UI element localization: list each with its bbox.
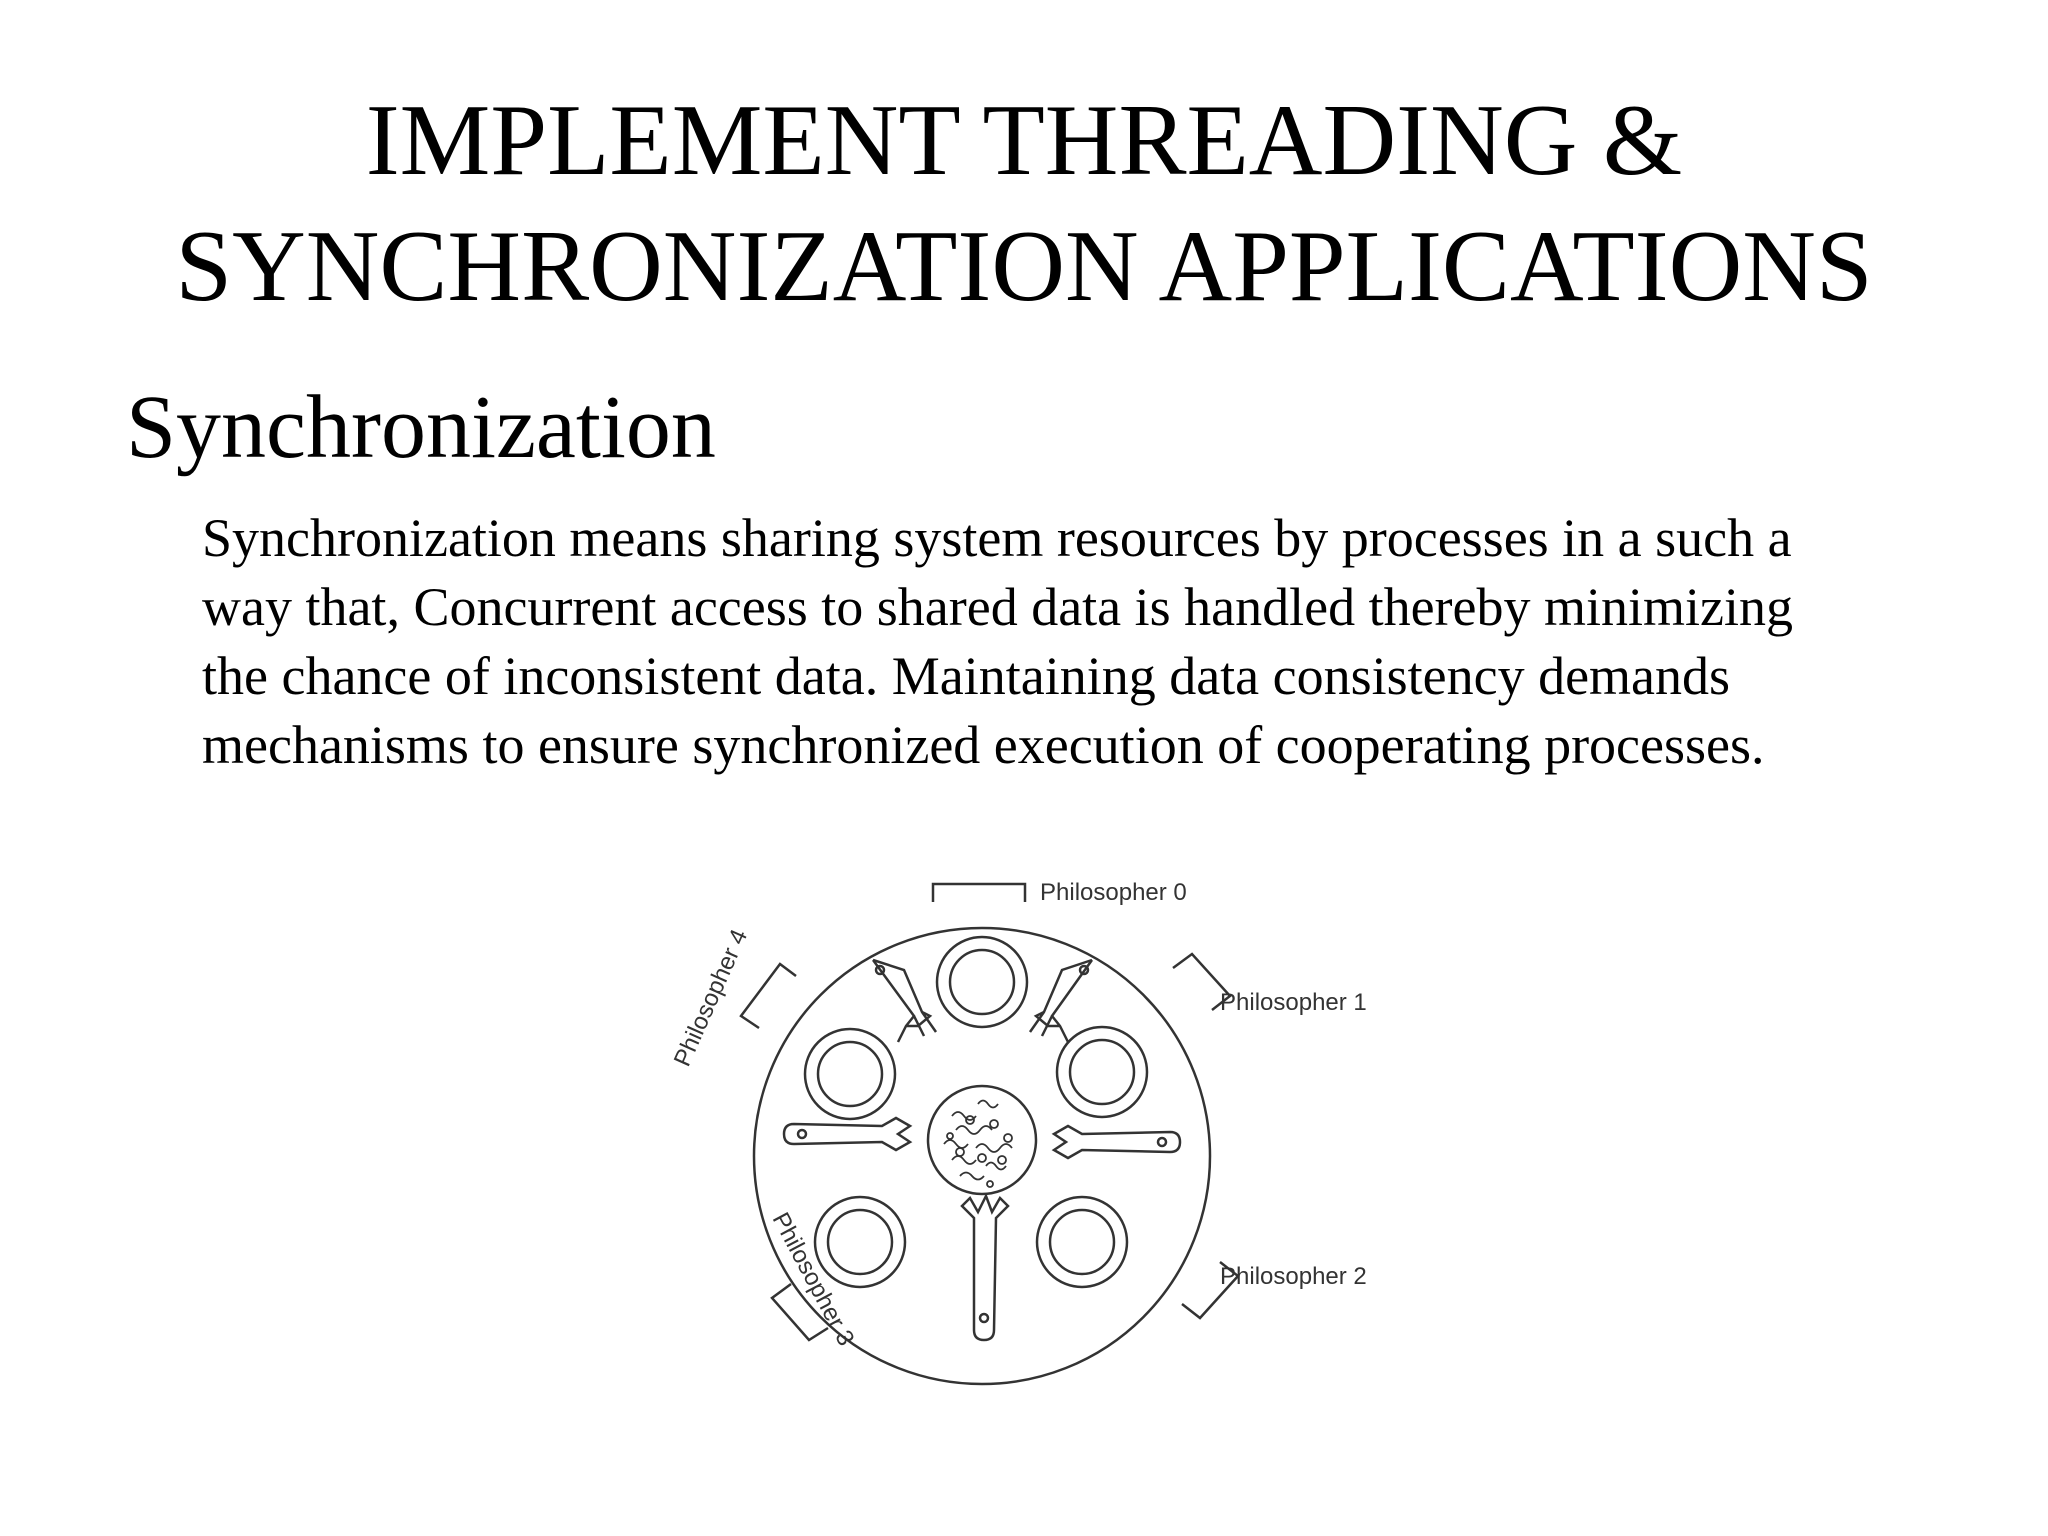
slide-title-line-1: IMPLEMENT THREADING &	[365, 84, 1683, 197]
fork-left	[784, 1118, 910, 1150]
fork-bottom	[962, 1196, 1008, 1340]
fork-top-left	[873, 960, 936, 1042]
label-philosopher-4: Philosopher 4	[668, 925, 754, 1071]
plate-p4	[805, 1029, 895, 1119]
section-heading: Synchronization	[126, 378, 716, 477]
plate-p3	[815, 1197, 905, 1287]
label-philosopher-0: Philosopher 0	[1040, 879, 1187, 906]
spaghetti-bowl	[928, 1086, 1036, 1194]
body-line-4: mechanisms to ensure synchronized execution of cooperating processes.	[202, 715, 1765, 775]
label-philosopher-1: Philosopher 1	[1220, 989, 1367, 1016]
slide-title	[0, 78, 2048, 330]
body-line-2: way that, Concurrent access to shared data is handled thereby minimizing	[202, 577, 1793, 637]
slide-title-line-2: SYNCHRONIZATION APPLICATIONS	[175, 210, 1873, 323]
plate-p1	[1057, 1027, 1147, 1117]
label-philosopher-3: Philosopher 3	[766, 1208, 860, 1351]
seat-bracket-p0	[933, 884, 1025, 902]
fork-right	[1054, 1126, 1180, 1158]
dining-philosophers-diagram	[660, 866, 1400, 1386]
plate-p2	[1037, 1197, 1127, 1287]
seat-bracket-p4	[741, 964, 796, 1028]
body-line-3: the chance of inconsistent data. Maintaining data consistency demands	[202, 646, 1731, 706]
body-paragraph	[202, 504, 1922, 780]
plate-p0	[937, 937, 1027, 1027]
fork-top-right	[1030, 960, 1092, 1042]
body-line-1: Synchronization means sharing system resources by processes in a such a	[202, 508, 1792, 568]
label-philosopher-2: Philosopher 2	[1220, 1263, 1367, 1290]
